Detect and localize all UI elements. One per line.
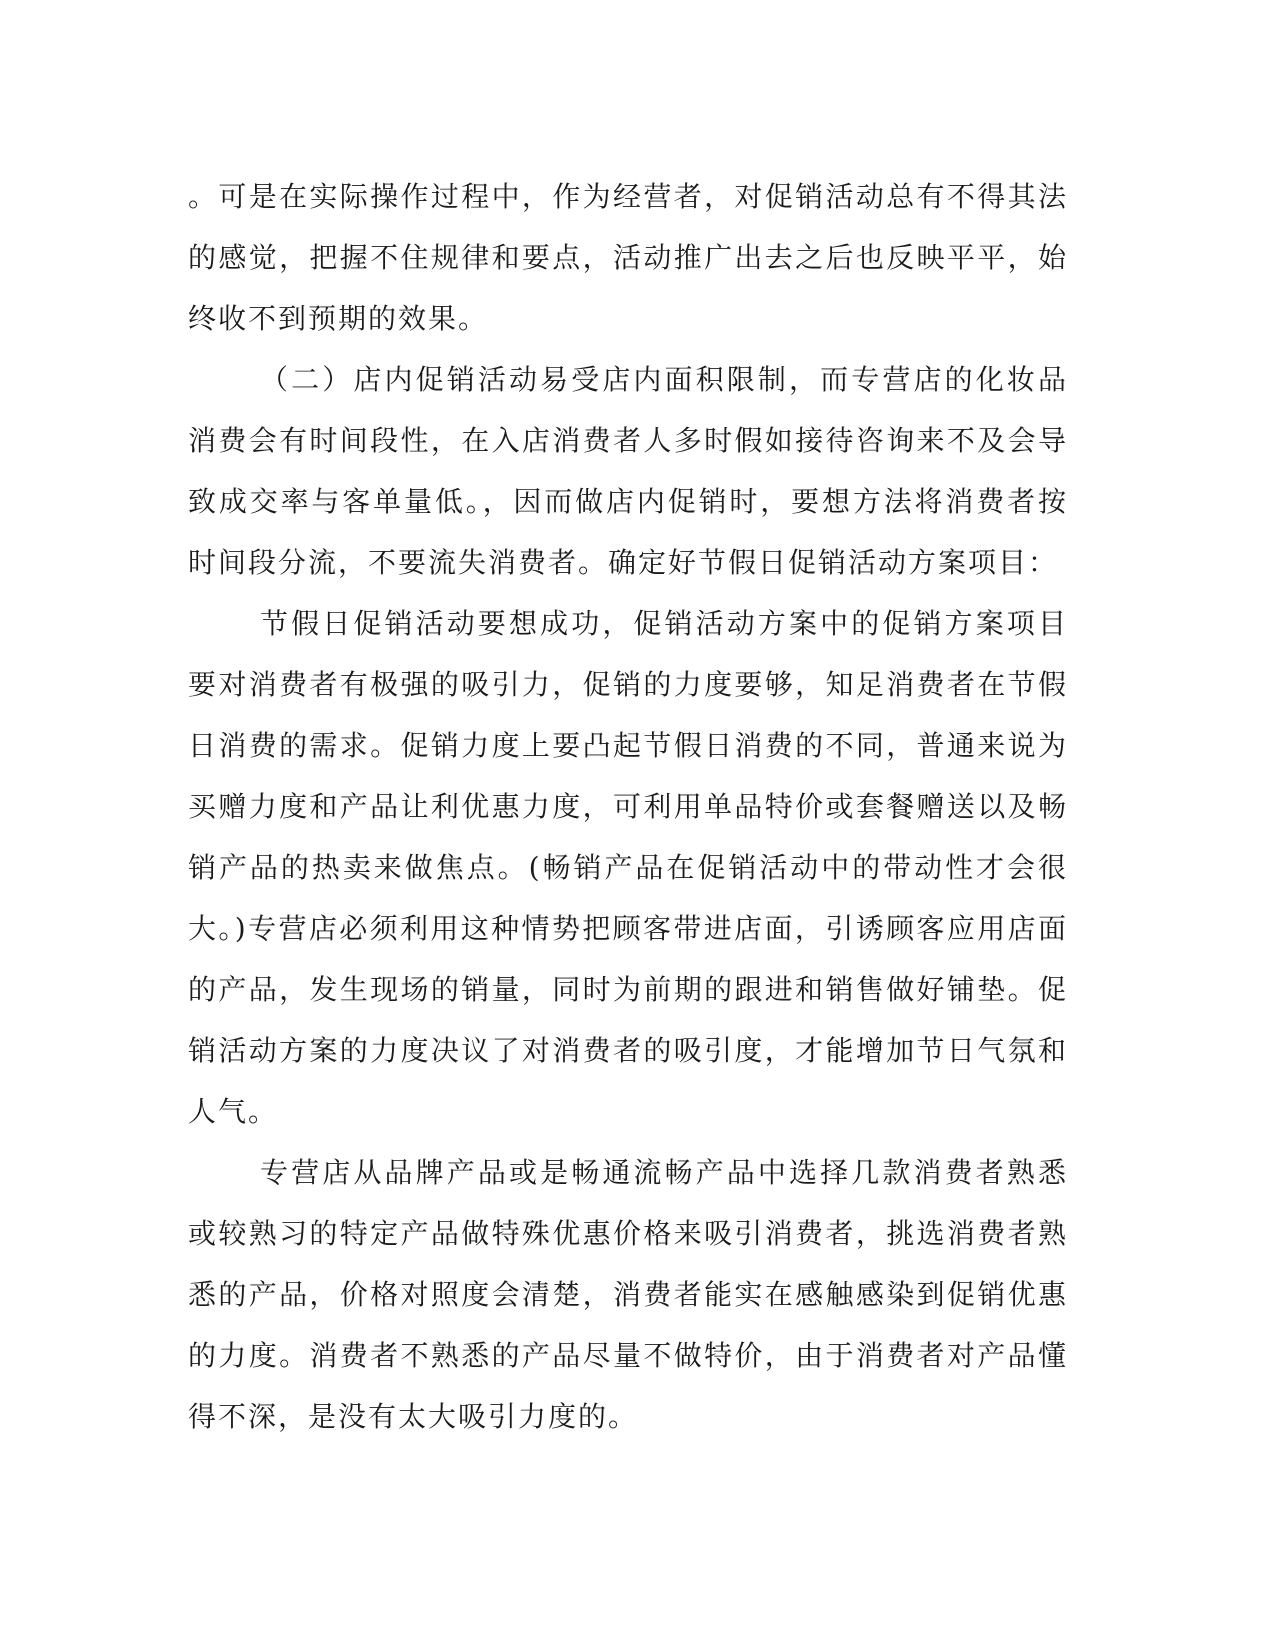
paragraph-2: （二）店内促销活动易受店内面积限制，而专营店的化妆品消费会有时间段性，在入店消费者人多时假如接待咨询来不及会导致成交率与客单量低。，因而做店内促销时，要想方法将消费者按时间段分流，不要流失消费者。确定好节假日促销活动方案项目： xyxy=(188,363,1068,579)
document-body xyxy=(188,166,1068,1447)
paragraph-1: 。可是在实际操作过程中，作为经营者，对促销活动总有不得其法的感觉，把握不住规律和要点，活动推广出去之后也反映平平，始终收不到预期的效果。 xyxy=(188,180,1068,335)
paragraph-4: 专营店从品牌产品或是畅通流畅产品中选择几款消费者熟悉或较熟习的特定产品做特殊优惠价格来吸引消费者，挑选消费者熟悉的产品，价格对照度会清楚，消费者能实在感触感染到促销优惠的力度。消费者不熟悉的产品尽量不做特价，由于消费者对产品懂得不深，是没有太大吸引力度的。 xyxy=(188,1156,1068,1433)
paragraph-3: 节假日促销活动要想成功，促销活动方案中的促销方案项目要对消费者有极强的吸引力，促销的力度要够，知足消费者在节假日消费的需求。促销力度上要凸起节假日消费的不同，普通来说为买赠力度和产品让利优惠力度，可利用单品特价或套餐赠送以及畅销产品的热卖来做焦点。(畅销产品在促销活动中的带动性才会很大。)专营店必须利用这种情势把顾客带进店面，引诱顾客应用店面的产品，发生现场的销量，同时为前期的跟进和销售做好铺垫。促销活动方案的力度决议了对消费者的吸引度，才能增加节日气氛和人气。 xyxy=(188,607,1068,1128)
